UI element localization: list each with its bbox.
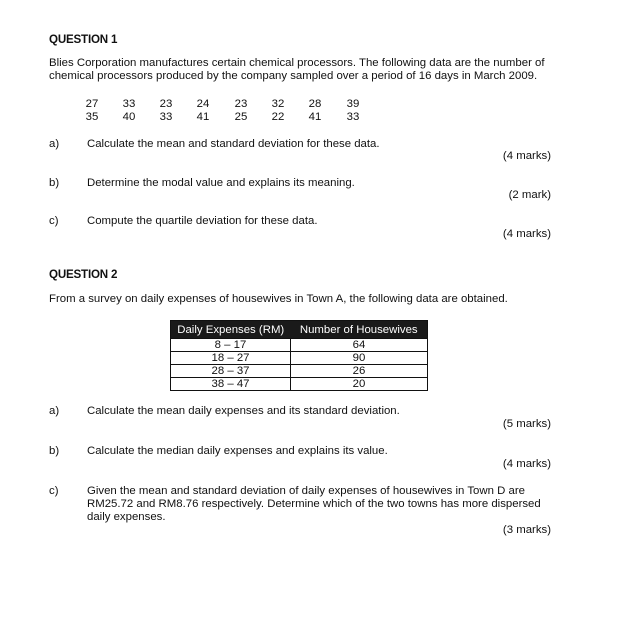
q2-part-c-text-line-3: daily expenses. — [87, 511, 166, 523]
data-value: 39 — [346, 98, 360, 110]
data-row-2 — [79, 111, 379, 124]
data-value: 22 — [271, 111, 285, 123]
table-row — [171, 365, 428, 378]
q2-part-c-text — [87, 485, 553, 524]
data-value: 35 — [85, 111, 99, 123]
data-value: 32 — [271, 98, 285, 110]
data-value: 33 — [346, 111, 360, 123]
q2-part-c-marks: (3 marks) — [502, 524, 551, 536]
table-cell: 28 – 37 — [171, 365, 291, 378]
data-value: 33 — [122, 98, 136, 110]
data-value: 23 — [234, 98, 248, 110]
q2-part-a-text: Calculate the mean daily expenses and its standard deviation. — [87, 405, 400, 417]
question-2-intro: From a survey on daily expenses of housewives in Town A, the following data are obtained. — [49, 293, 508, 305]
data-value: 41 — [196, 111, 210, 123]
question-1-intro — [49, 57, 559, 83]
q2-part-b-label: b) — [49, 445, 60, 457]
table-cell: 26 — [291, 365, 428, 378]
data-value: 40 — [122, 111, 136, 123]
table-cell: 38 – 47 — [171, 378, 291, 391]
q2-part-c-text-line-1: Given the mean and standard deviation of daily expenses of housewives in Town D are — [87, 485, 525, 497]
table-cell: 20 — [291, 378, 428, 391]
question-1-intro-line-1: Blies Corporation manufactures certain chemical processors. The following data are the number of — [49, 57, 545, 69]
column-header-number-of-housewives: Number of Housewives — [291, 321, 428, 339]
question-1-intro-line-2: chemical processors produced by the company sampled over a period of 16 days in March 2009. — [49, 70, 538, 82]
table-row — [171, 378, 428, 391]
data-value: 24 — [196, 98, 210, 110]
q1-part-b-marks: (2 mark) — [508, 189, 551, 201]
q1-part-a-label: a) — [49, 138, 60, 150]
question-1-title: QUESTION 1 — [49, 33, 118, 46]
data-value: 27 — [85, 98, 99, 110]
table-header-row — [171, 321, 428, 339]
table-row — [171, 339, 428, 352]
table-cell: 18 – 27 — [171, 352, 291, 365]
q1-part-c-text: Compute the quartile deviation for these data. — [87, 215, 318, 227]
q2-part-c-text-line-2: RM25.72 and RM8.76 respectively. Determine which of the two towns has more dispersed — [87, 498, 541, 510]
q1-part-c-marks: (4 marks) — [502, 228, 551, 240]
q1-part-c-label: c) — [49, 215, 59, 227]
data-value: 41 — [308, 111, 322, 123]
q2-part-a-label: a) — [49, 405, 60, 417]
table-row — [171, 352, 428, 365]
table-cell: 64 — [291, 339, 428, 352]
q1-part-a-text: Calculate the mean and standard deviation for these data. — [87, 138, 380, 150]
question-2-title: QUESTION 2 — [49, 268, 118, 281]
q2-part-a-marks: (5 marks) — [502, 418, 551, 430]
data-row-1 — [79, 98, 379, 111]
table-cell: 8 – 17 — [171, 339, 291, 352]
data-value: 28 — [308, 98, 322, 110]
column-header-daily-expenses: Daily Expenses (RM) — [171, 321, 291, 339]
table-cell: 90 — [291, 352, 428, 365]
q1-part-b-text: Determine the modal value and explains its meaning. — [87, 177, 355, 189]
data-value: 23 — [159, 98, 173, 110]
q2-part-b-text: Calculate the median daily expenses and explains its value. — [87, 445, 388, 457]
q2-part-c-label: c) — [49, 485, 59, 497]
daily-expenses-table — [170, 320, 428, 391]
q2-part-b-marks: (4 marks) — [502, 458, 551, 470]
data-value: 25 — [234, 111, 248, 123]
data-value: 33 — [159, 111, 173, 123]
q1-part-a-marks: (4 marks) — [502, 150, 551, 162]
q1-part-b-label: b) — [49, 177, 60, 189]
